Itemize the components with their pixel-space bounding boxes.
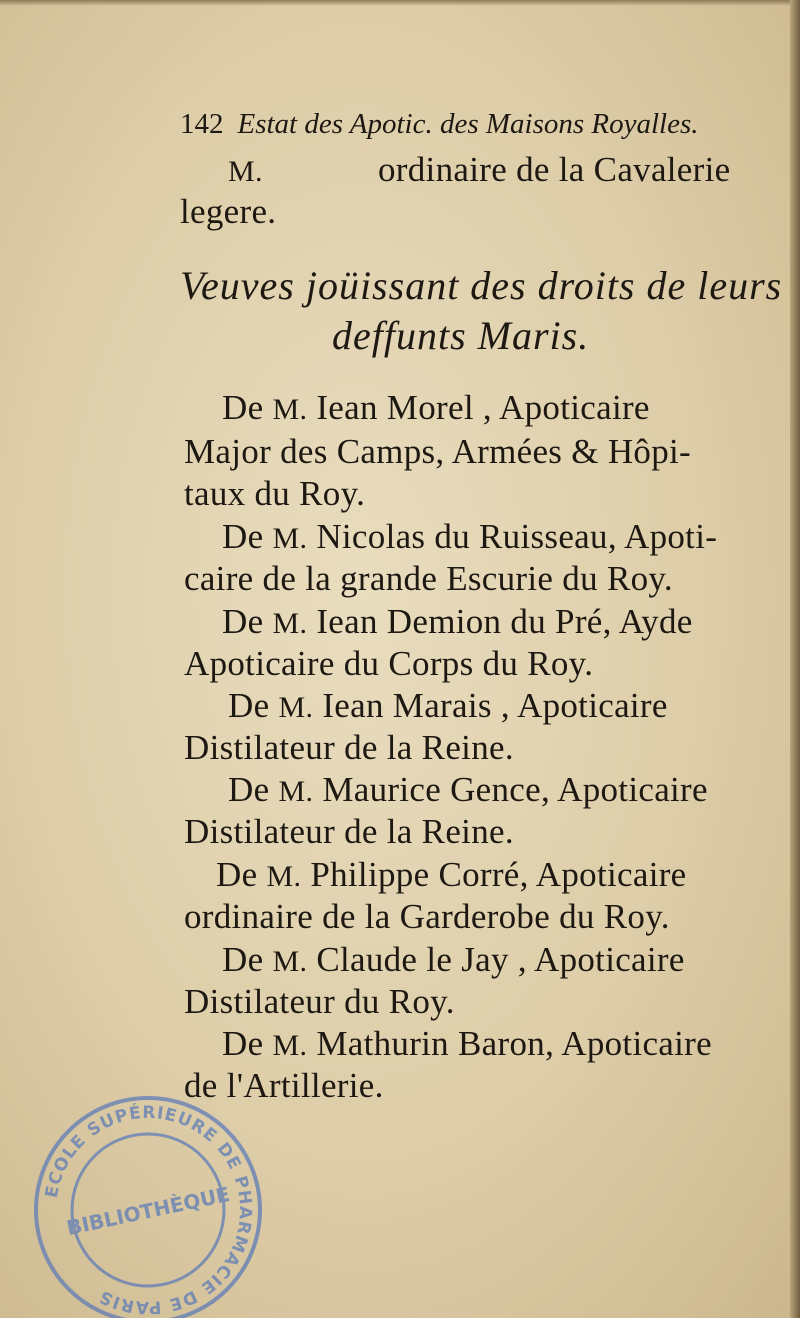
entry-abbrev: M. <box>272 1029 308 1062</box>
entry-prefix: De <box>222 940 264 979</box>
entry-abbrev: M. <box>278 775 314 808</box>
entry-prefix: De <box>222 517 264 556</box>
entry-5-line-2: Distilateur de la Reine. <box>184 812 514 851</box>
stamp-ring-text: ECOLE SUPÉRIEURE DE PHARMACIE DE PARIS <box>41 1102 256 1318</box>
entry-7-line-1 <box>222 940 685 980</box>
library-stamp <box>28 1090 268 1318</box>
entry-3-line-2: Apoticaire du Corps du Roy. <box>184 644 594 683</box>
entry-name: Iean Marais , Apoticaire <box>322 686 668 725</box>
stamp-center-text: BIBLIOTHÈQUE <box>64 1181 232 1240</box>
entry-2-line-1 <box>222 517 717 557</box>
section-heading-line-2: deffunts Maris. <box>332 313 590 358</box>
running-head <box>180 108 699 141</box>
entry-abbrev: M. <box>278 691 314 724</box>
entry-6-line-2: ordinaire de la Garderobe du Roy. <box>184 897 670 936</box>
entry-name: Maurice Gence, Apoticaire <box>322 770 708 809</box>
entry-4-line-1 <box>228 686 668 726</box>
page-top-edge <box>0 0 800 6</box>
entry-1-line-2: Major des Camps, Armées & Hôpi- <box>184 432 692 471</box>
entry-prefix: De <box>222 602 264 641</box>
entry-name: Philippe Corré, Apoticaire <box>310 855 687 894</box>
entry-name: Claude le Jay , Apoticaire <box>316 940 685 979</box>
entry-abbrev: M. <box>266 860 302 893</box>
entry-3-line-1 <box>222 602 693 642</box>
entry-7-line-2: Distilateur du Roy. <box>184 982 455 1021</box>
entry-6-line-1 <box>216 855 687 895</box>
entry-8-line-2: de l'Artillerie. <box>184 1066 384 1105</box>
intro-abbrev: M. <box>228 155 263 188</box>
intro-line-2: legere. <box>180 192 277 231</box>
entry-2-line-2: caire de la grande Escurie du Roy. <box>184 559 673 598</box>
entry-name: Iean Morel , Apoticaire <box>316 388 650 427</box>
entry-prefix: De <box>216 855 258 894</box>
entry-name: Iean Demion du Pré, Ayde <box>316 602 693 641</box>
entry-abbrev: M. <box>272 607 308 640</box>
stamp-graphic <box>36 1098 260 1318</box>
entry-prefix: De <box>222 1024 264 1063</box>
entry-5-line-1 <box>228 770 708 810</box>
entry-prefix: De <box>228 770 270 809</box>
entry-prefix: De <box>222 388 264 427</box>
entry-abbrev: M. <box>272 522 308 555</box>
entry-prefix: De <box>228 686 270 725</box>
entry-8-line-1 <box>222 1024 712 1064</box>
intro-line-1 <box>228 150 263 190</box>
entry-abbrev: M. <box>272 393 308 426</box>
entry-abbrev: M. <box>272 945 308 978</box>
entry-1-line-3: taux du Roy. <box>184 474 366 513</box>
entry-name: Mathurin Baron, Apoticaire <box>316 1024 712 1063</box>
page-number: 142 <box>180 108 224 140</box>
entry-4-line-2: Distilateur de la Reine. <box>184 728 514 767</box>
intro-line-1-text: ordinaire de la Cavalerie <box>378 150 731 189</box>
section-heading-line-1: Veuves joüissant des droits de leurs <box>180 263 783 308</box>
page-gutter-edge <box>790 0 800 1318</box>
entry-name: Nicolas du Ruisseau, Apoti- <box>316 517 718 556</box>
entry-1-line-1 <box>222 388 650 428</box>
running-title: Estat des Apotic. des Maisons Royalles. <box>237 108 699 140</box>
